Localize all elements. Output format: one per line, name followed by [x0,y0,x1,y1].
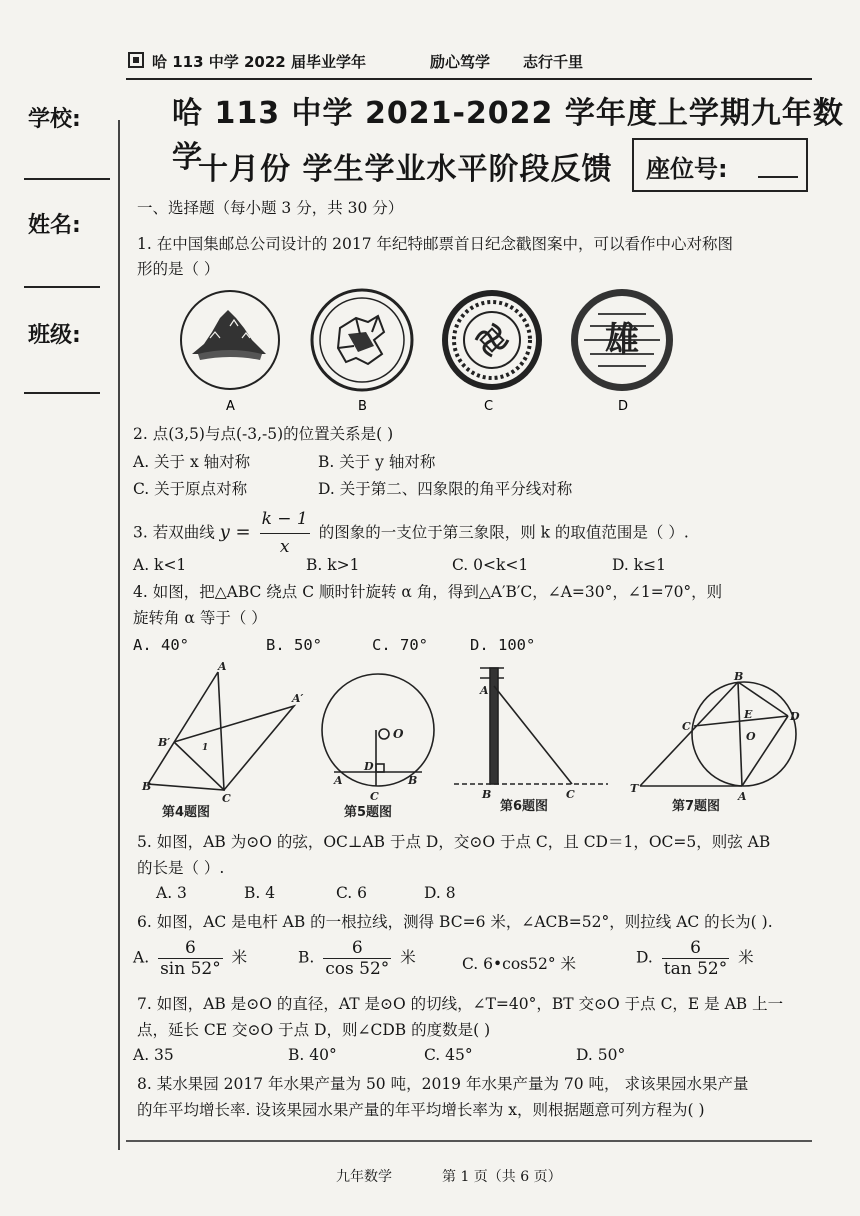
q6-option-d-unit: 米 [738,948,754,967]
q2-option-c[interactable]: C. 关于原点对称 [133,480,248,498]
q6-option-b-unit: 米 [400,948,416,967]
fig7-point-t: T [630,782,639,795]
q7-option-b[interactable]: B. 40° [288,1046,337,1064]
figure-4-caption: 第4题图 [162,805,211,820]
q6-option-a-den: sin 52° [160,959,221,979]
q2-option-a[interactable]: A. 关于 x 轴对称 [133,453,251,471]
q7-text-line1: 7. 如图，AB 是⊙O 的直径，AT 是⊙O 的切线，∠T=40°，BT 交⊙O 于点 C，E 是 AB 上一 [137,995,784,1013]
fig7-point-b: B [734,670,744,683]
q6-option-c[interactable]: C. 6•cos52° 米 [462,955,577,973]
q6-option-b-den: cos 52° [325,959,390,979]
q6-option-d-num: 6 [690,938,701,958]
q4-text-line2: 旋转角 α 等于（ ） [133,609,267,627]
header-motto-1: 励心笃学 [430,53,491,71]
fig7-point-d: D [790,710,800,723]
fig4-point-a: A [218,660,227,673]
q6-option-a-fraction [158,938,223,979]
header-motto-2: 志行千里 [523,53,584,71]
fig5-point-a: A [334,774,343,787]
school-label: 学校: [28,107,81,132]
fig5-point-o: O [393,727,404,741]
q3-denominator: x [260,533,310,561]
q7-option-a[interactable]: A. 35 [133,1046,174,1064]
fig7-point-a: A [738,790,747,803]
figure-5-caption: 第5题图 [344,805,393,820]
q7-option-c[interactable]: C. 45° [424,1046,473,1064]
q3-option-d[interactable]: D. k≤1 [612,556,666,574]
name-label: 姓名: [28,213,81,238]
class-label: 班级: [28,323,81,348]
fig6-point-b: B [482,788,492,801]
stamp-label-b: B [358,399,367,414]
fig7-point-e: E [744,708,753,721]
q6-option-b[interactable] [298,938,416,979]
figure-6-diagram [454,668,608,784]
q5-option-d[interactable]: D. 8 [424,884,456,902]
header-rule [126,78,812,80]
q3-option-c[interactable]: C. 0<k<1 [452,556,529,574]
q3-suffix: 的图象的一支位于第三象限，则 k 的取值范围是（ ）. [318,523,689,542]
q4-text-line1: 4. 如图，把△ABC 绕点 C 顺时针旋转 α 角，得到△A′B′C，∠A=30°，∠1=70°，则 [133,583,723,601]
q2-option-d[interactable]: D. 关于第二、四象限的角平分线对称 [318,480,573,498]
class-blank [24,392,100,394]
q7-option-d[interactable]: D. 50° [576,1046,626,1064]
fig4-point-c: C [222,792,231,805]
q3-option-a[interactable]: A. k<1 [133,556,187,574]
school-blank [24,178,110,180]
q6-option-a-unit: 米 [231,948,248,967]
q5-option-b[interactable]: B. 4 [244,884,276,902]
stamp-label-a: A [226,399,235,414]
q6-option-a-label: A. [133,948,150,967]
binding-margin-line [118,120,120,1150]
stamp-a-image [181,291,279,389]
footer-subject: 九年数学 [336,1169,392,1185]
stamp-d-image [571,289,673,391]
q3-fraction [260,506,310,561]
figure-5-diagram [322,674,434,786]
q6-option-b-label: B. [298,948,315,967]
q4-option-c[interactable]: C. 70° [372,636,428,654]
school-logo-icon [128,52,144,68]
bottom-rule [126,1140,812,1142]
figure-7-diagram [640,682,796,786]
q1-stamp-images [170,288,680,414]
seat-number-label: 座位号: [646,155,728,183]
q1-text-line2: 形的是（ ） [137,260,220,278]
stamp-d-character: 雄 [605,320,639,360]
stamp-b-image [312,290,412,390]
stamp-label-d: D [618,399,629,414]
header-school-line: 哈 113 中学 2022 届毕业学年 [152,53,366,71]
q3-prefix: 3. 若双曲线 [133,523,215,542]
name-blank [24,286,100,288]
fig5-point-c: C [370,790,379,803]
fig7-point-c: C [682,720,691,733]
q4-option-d[interactable]: D. 100° [470,636,536,654]
q3-text [133,506,689,561]
fig4-point-b: B [142,780,152,793]
seat-number-box [632,138,808,192]
q4-option-b[interactable]: B. 50° [266,636,322,654]
q2-option-b[interactable]: B. 关于 y 轴对称 [318,453,436,471]
figures-row [138,660,818,820]
stamp-c-image [442,290,542,390]
q6-option-a[interactable] [133,938,247,979]
stamp-label-c: C [484,399,494,414]
fig6-point-a: A [480,684,489,697]
figure-6-caption: 第6题图 [500,799,549,814]
q5-option-c[interactable]: C. 6 [336,884,368,902]
q8-text-line1: 8. 某水果园 2017 年水果产量为 50 吨，2019 年水果产量为 70 吨， 求该果园水果产量 [137,1075,749,1093]
exam-title-line2: 十月份 学生学业水平阶段反馈 [198,152,613,187]
figure-7-caption: 第7题图 [672,799,721,814]
q5-text-line2: 的长是（ ）. [137,859,225,877]
fig7-point-o: O [746,730,756,743]
fig5-point-b: B [408,774,418,787]
q7-text-line2: 点，延长 CE 交⊙O 于点 D，则∠CDB 的度数是( ) [137,1021,491,1039]
q8-text-line2: 的年平均增长率. 设该果园水果产量的年平均增长率为 x，则根据题意可列方程为( ) [137,1101,705,1119]
q3-numerator: k − 1 [261,509,308,529]
fig4-angle-1: 1 [202,743,209,753]
q6-text: 6. 如图，AC 是电杆 AB 的一根拉线，测得 BC=6 米，∠ACB=52°，则拉线 AC 的长为( ). [137,913,773,931]
q5-text-line1: 5. 如图，AB 为⊙O 的弦，OC⊥AB 于点 D，交⊙O 于点 C，且 CD＝1，OC=5，则弦 AB [137,833,771,851]
q6-option-b-num: 6 [351,938,363,958]
section-title: 一、选择题（每小题 3 分，共 30 分） [137,199,404,217]
q5-option-a[interactable]: A. 3 [156,884,187,902]
footer-page-number: 第 1 页（共 6 页） [442,1169,562,1185]
q6-option-a-num: 6 [184,938,196,958]
q6-option-d-label: D. [636,948,653,967]
q1-text-line1: 1. 在中国集邮总公司设计的 2017 年纪特邮票首日纪念戳图案中，可以看作中心对称图 [137,235,734,253]
q3-option-b[interactable]: B. k>1 [306,556,360,574]
fig6-point-c: C [566,788,575,801]
fig4-point-b-prime: B′ [158,736,171,749]
seat-number-blank[interactable] [758,176,798,178]
q4-option-a[interactable]: A. 40° [133,636,189,654]
q2-text: 2. 点(3,5)与点(-3,-5)的位置关系是( ) [133,425,394,443]
q6-option-d-fraction [662,938,729,979]
fig4-point-a-prime: A′ [292,692,304,705]
q6-option-d-den: tan 52° [663,959,728,979]
fig5-point-d: D [364,760,374,773]
figure-4-diagram [148,672,294,790]
q6-option-d[interactable] [636,938,754,979]
q6-option-b-fraction [323,938,391,979]
q3-y-eq: y = [219,521,251,543]
exam-title-line1: 哈 113 中学 2021-2022 学年度上学期九年数学 [172,96,844,175]
